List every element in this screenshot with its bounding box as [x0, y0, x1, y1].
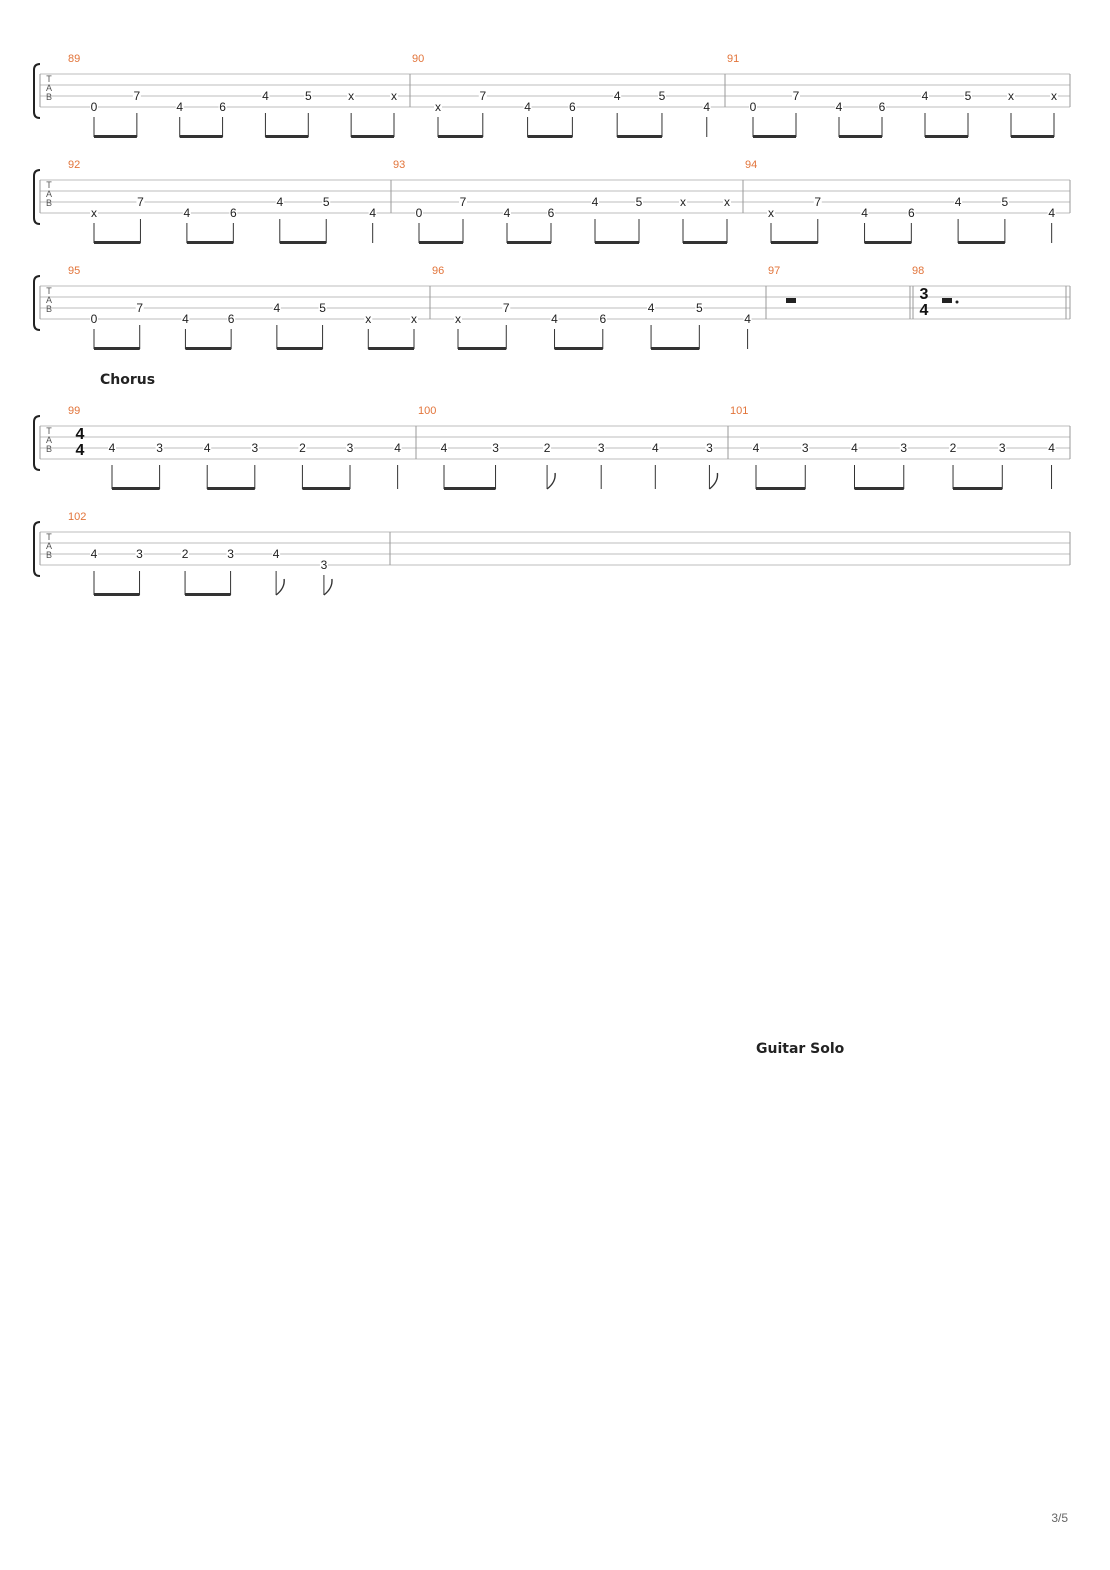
time-signature-top: 3: [919, 286, 929, 303]
fret-number: 5: [964, 89, 972, 103]
fret-number: 4: [1048, 206, 1056, 220]
fret-number: 6: [878, 100, 886, 114]
beam: [925, 135, 968, 138]
beam: [351, 135, 394, 138]
beam: [112, 487, 160, 490]
rest-symbol: [942, 298, 952, 303]
beam: [180, 135, 223, 138]
fret-number: 5: [658, 89, 666, 103]
beam: [94, 241, 140, 244]
fret-number: 3: [136, 547, 143, 561]
tab-system: [34, 265, 1070, 350]
beam: [94, 135, 137, 138]
rest-symbol: [786, 298, 796, 303]
fret-number: 4: [1048, 441, 1055, 455]
section-label-chorus: Chorus: [100, 372, 156, 388]
fret-number: 4: [183, 206, 191, 220]
measure-number: 89: [68, 53, 81, 65]
dead-note: x: [365, 312, 372, 326]
measure-number: 97: [768, 265, 781, 277]
fret-number: 6: [547, 206, 555, 220]
tab-clef-letter: T: [46, 74, 52, 84]
fret-number: 4: [835, 100, 843, 114]
fret-number: 4: [369, 206, 377, 220]
measure-number: 100: [418, 405, 437, 417]
fret-number: 5: [322, 195, 330, 209]
beam: [94, 347, 140, 350]
beam: [507, 241, 551, 244]
fret-number: 4: [861, 206, 868, 220]
fret-number: 4: [703, 100, 711, 114]
fret-number: 2: [543, 441, 551, 455]
tab-clef-letter: A: [45, 541, 53, 551]
dead-note: x: [1051, 89, 1057, 103]
fret-number: 4: [613, 89, 621, 103]
fret-number: 4: [851, 441, 858, 455]
fret-number: 7: [479, 89, 487, 103]
beam: [617, 135, 662, 138]
fret-number: 4: [176, 100, 184, 114]
fret-number: 6: [599, 312, 607, 326]
tab-system: [34, 405, 1070, 490]
fret-number: 0: [749, 100, 757, 114]
tab-clef-letter: B: [45, 198, 53, 208]
measure-number: 98: [912, 265, 925, 277]
beam: [368, 347, 414, 350]
time-signature-top: 4: [75, 426, 85, 443]
beam: [528, 135, 573, 138]
tab-clef-letter: B: [45, 550, 53, 560]
fret-number: 7: [133, 89, 141, 103]
beam: [771, 241, 818, 244]
tab-system: [34, 53, 1070, 138]
fret-number: 3: [346, 441, 354, 455]
fret-number: 4: [182, 312, 189, 326]
fret-number: 5: [635, 195, 643, 209]
fret-number: 3: [998, 441, 1006, 455]
system-bracket: [34, 522, 40, 576]
fret-number: 6: [219, 100, 226, 114]
note-flag: [709, 473, 717, 489]
beam: [302, 487, 350, 490]
measure-number: 93: [393, 159, 406, 171]
tab-clef-letter: A: [45, 83, 53, 93]
fret-number: 6: [907, 206, 915, 220]
dead-note: x: [391, 89, 397, 103]
dead-note: x: [348, 89, 355, 103]
tab-clef-letter: T: [46, 286, 52, 296]
tab-clef-letter: B: [45, 92, 53, 102]
dead-note: x: [680, 195, 686, 209]
fret-number: 4: [752, 441, 760, 455]
measure: [912, 265, 1066, 319]
measure-number: 101: [730, 405, 749, 417]
fret-number: 4: [440, 441, 448, 455]
beam: [280, 241, 326, 244]
dead-note: x: [435, 100, 441, 114]
beam: [839, 135, 882, 138]
dead-note: x: [768, 206, 774, 220]
fret-number: 3: [156, 441, 163, 455]
fret-number: 7: [502, 301, 510, 315]
measure-number: 102: [68, 511, 87, 523]
beam: [683, 241, 727, 244]
measure-number: 96: [432, 265, 445, 277]
fret-number: 2: [299, 441, 306, 455]
measure-number: 91: [727, 53, 740, 65]
tab-system: [34, 511, 1070, 596]
page-number: 3/5: [1051, 1511, 1068, 1525]
rest-dot: [956, 301, 959, 304]
fret-number: 0: [90, 312, 98, 326]
measure-number: 99: [68, 405, 81, 417]
fret-number: 4: [591, 195, 599, 209]
fret-number: 3: [597, 441, 605, 455]
fret-number: 4: [744, 312, 751, 326]
fret-number: 5: [1001, 195, 1009, 209]
note-flag: [324, 579, 332, 595]
tab-clef-letter: B: [45, 444, 53, 454]
note-flag: [547, 473, 555, 489]
fret-number: 5: [319, 301, 326, 315]
section-label-guitar-solo: Guitar Solo: [756, 1041, 845, 1057]
measure: [768, 265, 913, 319]
fret-number: 6: [227, 312, 235, 326]
system-bracket: [34, 170, 40, 224]
fret-number: 3: [320, 558, 328, 572]
fret-number: 4: [647, 301, 655, 315]
beam: [756, 487, 805, 490]
beam: [458, 347, 506, 350]
beam: [185, 347, 231, 350]
beam: [419, 241, 463, 244]
dead-note: x: [455, 312, 461, 326]
system-bracket: [34, 416, 40, 470]
fret-number: 7: [792, 89, 800, 103]
fret-number: 4: [262, 89, 269, 103]
fret-number: 0: [90, 100, 98, 114]
fret-number: 4: [273, 301, 281, 315]
fret-number: 7: [459, 195, 467, 209]
measure-number: 92: [68, 159, 81, 171]
time-signature-bottom: 4: [919, 302, 929, 319]
fret-number: 4: [276, 195, 284, 209]
dead-note: x: [91, 206, 97, 220]
tab-clef-letter: T: [46, 426, 52, 436]
fret-number: 3: [900, 441, 908, 455]
fret-number: 4: [108, 441, 116, 455]
tab-clef-letter: A: [45, 435, 53, 445]
dead-note: x: [1008, 89, 1014, 103]
tab-clef-letter: A: [45, 189, 53, 199]
measure-number: 95: [68, 265, 81, 277]
beam: [94, 593, 140, 596]
beam: [438, 135, 483, 138]
fret-number: 3: [706, 441, 713, 455]
fret-number: 4: [651, 441, 659, 455]
note-flag: [276, 579, 284, 595]
fret-number: 4: [551, 312, 558, 326]
beam: [651, 347, 699, 350]
fret-number: 7: [136, 301, 144, 315]
fret-number: 3: [251, 441, 259, 455]
fret-number: 3: [801, 441, 809, 455]
beam: [555, 347, 603, 350]
system-bracket: [34, 276, 40, 330]
beam: [187, 241, 233, 244]
fret-number: 4: [203, 441, 211, 455]
fret-number: 5: [695, 301, 703, 315]
fret-number: 4: [90, 547, 98, 561]
dead-note: x: [411, 312, 417, 326]
tab-clef-letter: B: [45, 304, 53, 314]
tab-clef-letter: T: [46, 532, 52, 542]
system-bracket: [34, 64, 40, 118]
fret-number: 7: [814, 195, 822, 209]
fret-number: 4: [503, 206, 511, 220]
beam: [277, 347, 323, 350]
dead-note: x: [724, 195, 730, 209]
fret-number: 3: [492, 441, 499, 455]
fret-number: 4: [394, 441, 401, 455]
beam: [865, 241, 912, 244]
fret-number: 2: [949, 441, 957, 455]
fret-number: 3: [227, 547, 234, 561]
fret-number: 4: [272, 547, 280, 561]
fret-number: 6: [569, 100, 576, 114]
fret-number: 4: [524, 100, 531, 114]
time-signature-bottom: 4: [75, 442, 85, 459]
tab-clef-letter: A: [45, 295, 53, 305]
beam: [953, 487, 1002, 490]
beam: [185, 593, 231, 596]
fret-number: 2: [181, 547, 189, 561]
beam: [753, 135, 796, 138]
fret-number: 4: [921, 89, 929, 103]
beam: [444, 487, 496, 490]
beam: [958, 241, 1005, 244]
beam: [1011, 135, 1054, 138]
fret-number: 6: [229, 206, 237, 220]
beam: [265, 135, 308, 138]
fret-number: 4: [954, 195, 962, 209]
tab-clef-letter: T: [46, 180, 52, 190]
tab-system: [34, 159, 1070, 244]
measure-number: 94: [745, 159, 758, 171]
measure-number: 90: [412, 53, 425, 65]
fret-number: 5: [304, 89, 312, 103]
beam: [855, 487, 904, 490]
fret-number: 7: [137, 195, 144, 209]
fret-number: 0: [415, 206, 423, 220]
beam: [595, 241, 639, 244]
beam: [207, 487, 255, 490]
